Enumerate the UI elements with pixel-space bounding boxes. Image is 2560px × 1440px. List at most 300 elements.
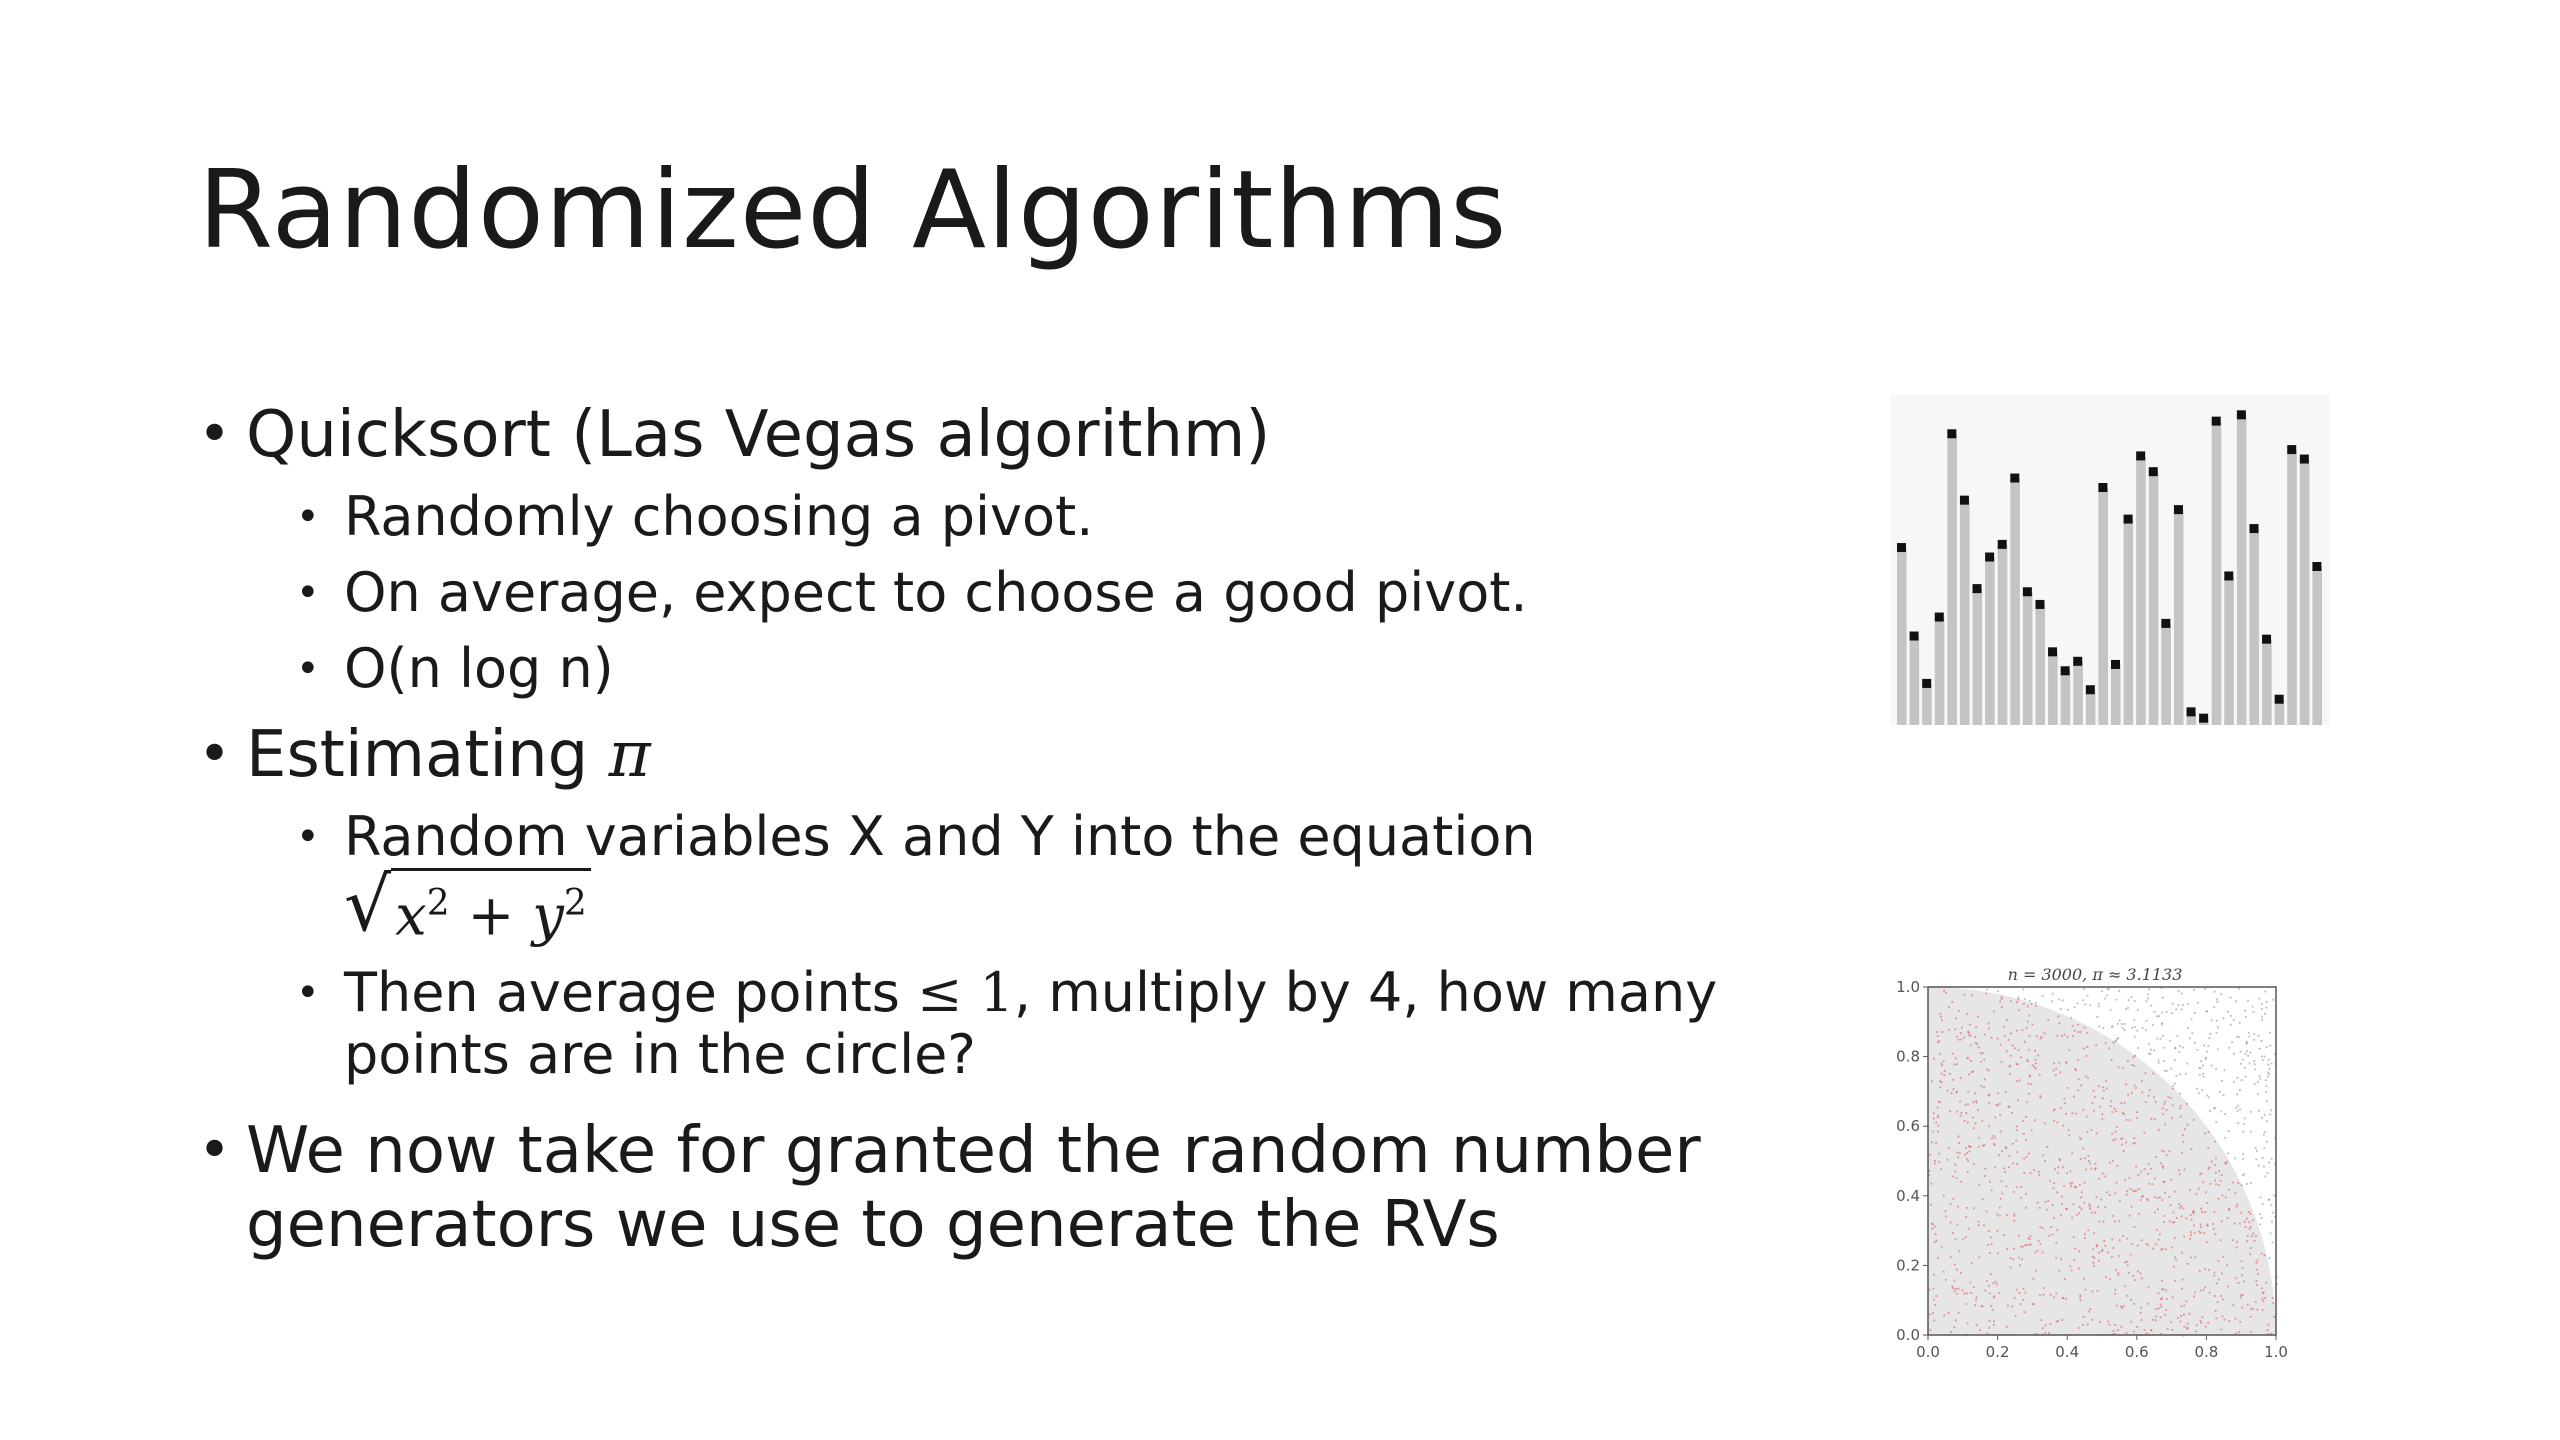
bar <box>2174 510 2184 725</box>
bar <box>2086 690 2096 725</box>
scatter-point <box>2010 1257 2012 1259</box>
scatter-point <box>2205 1191 2207 1193</box>
scatter-point <box>2149 1089 2151 1091</box>
bar-marker <box>2111 660 2120 669</box>
scatter-point <box>2231 1041 2233 1043</box>
scatter-point <box>2145 1243 2147 1245</box>
bar-marker <box>2161 619 2170 628</box>
scatter-point <box>2220 1239 2222 1241</box>
scatter-point <box>2035 1059 2037 1061</box>
scatter-point <box>2025 1292 2027 1294</box>
scatter-point <box>2151 1118 2153 1120</box>
scatter-point <box>1996 1284 1998 1286</box>
scatter-point <box>2140 1171 2142 1173</box>
scatter-point <box>2140 1307 2142 1309</box>
scatter-point <box>2194 1232 2196 1234</box>
scatter-point <box>1935 1295 1937 1297</box>
scatter-point <box>2159 1038 2161 1040</box>
scatter-point <box>2154 1178 2156 1180</box>
page-title: Randomized Algorithms <box>198 148 1508 273</box>
scatter-point <box>2073 1096 2075 1098</box>
scatter-point <box>2171 1247 2173 1249</box>
scatter-point <box>2257 1309 2259 1311</box>
scatter-point <box>2042 1327 2044 1329</box>
scatter-point <box>2134 1085 2136 1087</box>
scatter-point <box>2241 1274 2243 1276</box>
scatter-point <box>2148 1053 2150 1055</box>
scatter-point <box>2166 1011 2168 1013</box>
scatter-point <box>2106 1191 2108 1193</box>
scatter-point <box>2029 1076 2031 1078</box>
scatter-point <box>2080 1085 2082 1087</box>
scatter-point <box>2019 1080 2021 1082</box>
scatter-point <box>2121 1137 2123 1139</box>
scatter-point <box>2160 1317 2162 1319</box>
scatter-point <box>2175 1075 2177 1077</box>
scatter-point <box>2141 1080 2143 1082</box>
scatter-point <box>2159 1233 2161 1235</box>
scatter-point <box>1999 1215 2001 1217</box>
scatter-point <box>2214 1295 2216 1297</box>
scatter-point <box>2052 993 2054 995</box>
scatter-point <box>2200 1290 2202 1292</box>
bar <box>2224 576 2234 725</box>
scatter-point <box>1964 1293 1966 1295</box>
scatter-point <box>1950 1222 1952 1224</box>
scatter-point <box>2110 1105 2112 1107</box>
scatter-point <box>2107 1321 2109 1323</box>
scatter-point <box>2038 1240 2040 1242</box>
scatter-point <box>2206 1051 2208 1053</box>
scatter-point <box>1984 1144 1986 1146</box>
scatter-point <box>1955 1057 1957 1059</box>
scatter-point <box>2242 1294 2244 1296</box>
bar-marker <box>1998 540 2007 549</box>
scatter-point <box>2121 1326 2123 1328</box>
scatter-point <box>2008 1166 2010 1168</box>
scatter-point <box>2007 1305 2009 1307</box>
scatter-point <box>2027 1061 2029 1063</box>
scatter-point <box>2264 1013 2266 1015</box>
scatter-point <box>2203 1232 2205 1234</box>
scatter-point <box>2124 1262 2126 1264</box>
scatter-point <box>2233 1019 2235 1021</box>
scatter-point <box>2154 1011 2156 1013</box>
scatter-point <box>2035 1002 2037 1004</box>
scatter-point <box>2254 1240 2256 1242</box>
scatter-point <box>2150 1329 2152 1331</box>
scatter-point <box>1953 1088 1955 1090</box>
scatter-point <box>2061 1319 2063 1321</box>
sub-bullet-text: points are in the circle? <box>344 1022 976 1086</box>
x-tick-label: 0.6 <box>2124 1343 2149 1361</box>
bar-marker <box>1897 543 1906 552</box>
scatter-point <box>2223 1094 2225 1096</box>
scatter-point <box>2164 1103 2166 1105</box>
scatter-point <box>1939 1086 1941 1088</box>
scatter-point <box>2152 1319 2154 1321</box>
scatter-point <box>2043 1287 2045 1289</box>
quicksort-bar-chart <box>1890 395 2330 725</box>
scatter-point <box>2266 1046 2268 1048</box>
scatter-point <box>2265 1282 2267 1284</box>
bar-marker <box>1960 496 1969 505</box>
bar <box>2048 652 2058 725</box>
scatter-point <box>2242 1158 2244 1160</box>
scatter-point <box>1962 1239 1964 1241</box>
scatter-point <box>1966 1013 1968 1015</box>
scatter-point <box>2092 1102 2094 1104</box>
scatter-point <box>1988 1069 1990 1071</box>
scatter-point <box>2109 1278 2111 1280</box>
bar-marker <box>2136 451 2145 460</box>
bar-marker <box>2035 600 2044 609</box>
scatter-point <box>2257 1081 2259 1083</box>
scatter-point <box>2135 1087 2137 1089</box>
scatter-point <box>2261 1298 2263 1300</box>
scatter-point <box>1933 1118 1935 1120</box>
scatter-point <box>2194 1042 2196 1044</box>
scatter-point <box>1978 1224 1980 1226</box>
bullet-dot: • <box>198 402 232 467</box>
scatter-point <box>2199 1174 2201 1176</box>
scatter-point <box>1932 1131 1934 1133</box>
bullet-rng-line1: We now take for granted the random number <box>246 1113 1701 1188</box>
scatter-point <box>2124 1285 2126 1287</box>
scatter-point <box>2224 1113 2226 1115</box>
scatter-point <box>2248 1036 2250 1038</box>
scatter-point <box>2210 1183 2212 1185</box>
scatter-point <box>1968 1073 1970 1075</box>
scatter-point <box>2197 1049 2199 1051</box>
scatter-point <box>2227 1153 2229 1155</box>
scatter-point <box>2180 1321 2182 1323</box>
scatter-point <box>1946 1159 1948 1161</box>
scatter-point <box>2245 1226 2247 1228</box>
scatter-point <box>1948 1029 1950 1031</box>
scatter-point <box>1933 1112 1935 1114</box>
scatter-point <box>2203 1289 2205 1291</box>
scatter-point <box>2266 1001 2268 1003</box>
scatter-point <box>1931 1080 1933 1082</box>
scatter-point <box>2230 1024 2232 1026</box>
scatter-point <box>2122 1027 2124 1029</box>
scatter-point <box>2264 1056 2266 1058</box>
scatter-point <box>2012 1163 2014 1165</box>
scatter-point <box>2185 1217 2187 1219</box>
scatter-point <box>2238 1282 2240 1284</box>
scatter-point <box>2084 1182 2086 1184</box>
scatter-point <box>2204 1132 2206 1134</box>
scatter-point <box>2190 1234 2192 1236</box>
circle-region <box>1928 987 2276 1335</box>
scatter-point <box>2089 1205 2091 1207</box>
scatter-point <box>2124 1023 2126 1025</box>
scatter-point <box>2039 1294 2041 1296</box>
scatter-point <box>2172 1085 2174 1087</box>
scatter-point <box>2089 1004 2091 1006</box>
scatter-point <box>2155 1316 2157 1318</box>
scatter-point <box>2216 1032 2218 1034</box>
scatter-point <box>2215 1310 2217 1312</box>
scatter-point <box>2148 988 2150 990</box>
scatter-point <box>2066 1087 2068 1089</box>
scatter-point <box>2033 1066 2035 1068</box>
scatter-point <box>2158 1239 2160 1241</box>
scatter-point <box>2180 1305 2182 1307</box>
scatter-point <box>2024 1041 2026 1043</box>
scatter-point <box>2186 1300 2188 1302</box>
scatter-point <box>2234 1192 2236 1194</box>
scatter-point <box>2259 1213 2261 1215</box>
scatter-point <box>2052 1204 2054 1206</box>
scatter-point <box>1997 1038 1999 1040</box>
scatter-point <box>2116 1126 2118 1128</box>
scatter-point <box>2047 1200 2049 1202</box>
scatter-point <box>2217 1049 2219 1051</box>
scatter-point <box>1950 1256 1952 1258</box>
scatter-point <box>2112 1025 2114 1027</box>
scatter-point <box>2131 1092 2133 1094</box>
scatter-point <box>2131 1027 2133 1029</box>
scatter-point <box>2134 1036 2136 1038</box>
scatter-point <box>2103 1240 2105 1242</box>
scatter-point <box>2255 1262 2257 1264</box>
bar <box>2287 450 2297 725</box>
scatter-point <box>1982 1052 1984 1054</box>
scatter-point <box>2164 1314 2166 1316</box>
scatter-point <box>2157 1197 2159 1199</box>
scatter-point <box>1941 1063 1943 1065</box>
scatter-point <box>2186 1063 2188 1065</box>
scatter-point <box>2190 1231 2192 1233</box>
scatter-point <box>2117 1329 2119 1331</box>
scatter-point <box>2031 1129 2033 1131</box>
scatter-point <box>2053 1188 2055 1190</box>
scatter-point <box>2096 1244 2098 1246</box>
bar <box>2061 671 2071 725</box>
scatter-point <box>2070 1185 2072 1187</box>
scatter-point <box>2195 1331 2197 1333</box>
sub-bullet-random-variables <box>296 806 1738 948</box>
scatter-point <box>1984 1289 1986 1291</box>
scatter-point <box>1998 1292 2000 1294</box>
scatter-point <box>1940 1013 1942 1015</box>
y-tick-label: 0.2 <box>1896 1256 1920 1275</box>
scatter-point <box>2237 1077 2239 1079</box>
scatter-point <box>2024 998 2026 1000</box>
scatter-point <box>2161 1012 2163 1014</box>
scatter-point <box>1982 1198 1984 1200</box>
scatter-point <box>2244 1067 2246 1069</box>
scatter-point <box>2158 1062 2160 1064</box>
scatter-point <box>1978 1146 1980 1148</box>
scatter-point <box>2102 1173 2104 1175</box>
leq-one: ≤ 1 <box>917 960 1014 1024</box>
scatter-point <box>2210 1033 2212 1035</box>
bar-marker <box>2249 524 2258 533</box>
scatter-point <box>2052 1234 2054 1236</box>
scatter-point <box>2268 1257 2270 1259</box>
bar <box>1998 545 2008 725</box>
scatter-point <box>2182 1004 2184 1006</box>
scatter-point <box>2056 1035 2058 1037</box>
scatter-point <box>2020 1246 2022 1248</box>
scatter-point <box>2035 1068 2037 1070</box>
scatter-point <box>2240 1051 2242 1053</box>
scatter-point <box>2262 1309 2264 1311</box>
sub-bullet-text: Randomly choosing a pivot. <box>344 485 1094 548</box>
scatter-point <box>2239 1109 2241 1111</box>
bar-marker <box>1985 553 1994 562</box>
scatter-point <box>2205 1058 2207 1060</box>
scatter-point <box>2092 1262 2094 1264</box>
scatter-point <box>2019 1292 2021 1294</box>
scatter-point <box>2003 1167 2005 1169</box>
scatter-point <box>2234 1157 2236 1159</box>
scatter-point <box>1972 1071 1974 1073</box>
scatter-point <box>2087 1131 2089 1133</box>
scatter-point <box>1955 1018 1957 1020</box>
scatter-point <box>2003 1026 2005 1028</box>
scatter-point <box>2121 1102 2123 1104</box>
scatter-point <box>2214 991 2216 993</box>
scatter-point <box>2255 1280 2257 1282</box>
scatter-point <box>2174 1280 2176 1282</box>
scatter-point <box>2254 1069 2256 1071</box>
scatter-point <box>2097 1290 2099 1292</box>
scatter-point <box>2099 1221 2101 1223</box>
scatter-point <box>2209 1110 2211 1112</box>
scatter-point <box>2119 1200 2121 1202</box>
scatter-point <box>1945 1216 1947 1218</box>
scatter-point <box>1988 1102 1990 1104</box>
scatter-point <box>2214 1164 2216 1166</box>
scatter-point <box>1943 1315 1945 1317</box>
scatter-point <box>1951 1092 1953 1094</box>
scatter-point <box>1988 1285 1990 1287</box>
scatter-point <box>2201 1172 2203 1174</box>
scatter-point <box>2112 1139 2114 1141</box>
scatter-point <box>2241 1079 2243 1081</box>
scatter-point <box>1935 1233 1937 1235</box>
y-tick-label: 0.6 <box>1896 1117 1920 1136</box>
scatter-point <box>1975 1122 1977 1124</box>
scatter-point <box>2121 1307 2123 1309</box>
scatter-point <box>2141 1278 2143 1280</box>
scatter-point <box>2171 1012 2173 1014</box>
scatter-point <box>2008 1039 2010 1041</box>
scatter-point <box>2033 1169 2035 1171</box>
bullet-dot: • <box>296 570 320 616</box>
scatter-point <box>1967 1322 1969 1324</box>
scatter-point <box>2004 1035 2006 1037</box>
scatter-point <box>1989 1252 1991 1254</box>
scatter-point <box>2091 1168 2093 1170</box>
scatter-point <box>2256 1284 2258 1286</box>
scatter-point <box>2208 1168 2210 1170</box>
scatter-point <box>2228 1130 2230 1132</box>
scatter-point <box>1933 1320 1935 1322</box>
scatter-point <box>2053 1217 2055 1219</box>
scatter-point <box>2167 1096 2169 1098</box>
scatter-point <box>2079 1294 2081 1296</box>
scatter-point <box>2222 1256 2224 1258</box>
scatter-point <box>2078 1327 2080 1329</box>
scatter-point <box>2028 1153 2030 1155</box>
scatter-point <box>1986 1280 1988 1282</box>
scatter-point <box>2064 1278 2066 1280</box>
scatter-point <box>2159 1197 2161 1199</box>
scatter-point <box>2118 990 2120 992</box>
scatter-point <box>2145 1029 2147 1031</box>
bar <box>2124 520 2134 725</box>
scatter-point <box>2162 1165 2164 1167</box>
scatter-point <box>2132 1275 2134 1277</box>
scatter-point <box>1937 1257 1939 1259</box>
scatter-point <box>2174 1083 2176 1085</box>
scatter-point <box>1958 1288 1960 1290</box>
scatter-point <box>2244 1117 2246 1119</box>
scatter-point <box>2228 1047 2230 1049</box>
scatter-point <box>2194 1012 2196 1014</box>
scatter-point <box>1989 1094 1991 1096</box>
scatter-point <box>1944 1070 1946 1072</box>
scatter-point <box>2208 1096 2210 1098</box>
scatter-point <box>2248 1211 2250 1213</box>
scatter-point <box>2265 1007 2267 1009</box>
scatter-point <box>2058 999 2060 1001</box>
sub-bullet-text: Random variables X and Y into the equation <box>344 805 1536 868</box>
scatter-point <box>2127 1007 2129 1009</box>
bar-marker <box>2174 505 2183 514</box>
scatter-point <box>2027 1021 2029 1023</box>
scatter-point <box>2257 1273 2259 1275</box>
scatter-point <box>2131 1206 2133 1208</box>
scatter-point <box>1992 1309 1994 1311</box>
scatter-point <box>1977 1109 1979 1111</box>
scatter-point <box>2153 1073 2155 1075</box>
scatter-point <box>2186 1103 2188 1105</box>
bar-marker <box>2187 707 2196 716</box>
scatter-point <box>2237 1110 2239 1112</box>
scatter-point <box>2261 1287 2263 1289</box>
scatter-point <box>2134 1137 2136 1139</box>
scatter-point <box>2057 1166 2059 1168</box>
bar-marker <box>2023 587 2032 596</box>
scatter-point <box>1936 1240 1938 1242</box>
scatter-point <box>2219 1091 2221 1093</box>
scatter-point <box>2012 1045 2014 1047</box>
scatter-point <box>2161 1306 2163 1308</box>
sub-bullet-average-points <box>296 962 1738 1086</box>
scatter-point <box>2031 1003 2033 1005</box>
scatter-point <box>2109 1162 2111 1164</box>
scatter-point <box>1952 1288 1954 1290</box>
scatter-point <box>2236 1241 2238 1243</box>
scatter-point <box>2108 988 2110 990</box>
scatter-point <box>2050 1323 2052 1325</box>
scatter-point <box>1975 1299 1977 1301</box>
scatter-point <box>2268 1324 2270 1326</box>
scatter-point <box>2020 1197 2022 1199</box>
scatter-point <box>2133 1331 2135 1333</box>
scatter-point <box>1955 1288 1957 1290</box>
scatter-point <box>2073 1259 2075 1261</box>
bar-marker <box>2048 647 2057 656</box>
x-tick-label: 0.2 <box>1985 1343 2010 1361</box>
scatter-point <box>1972 1117 1974 1119</box>
